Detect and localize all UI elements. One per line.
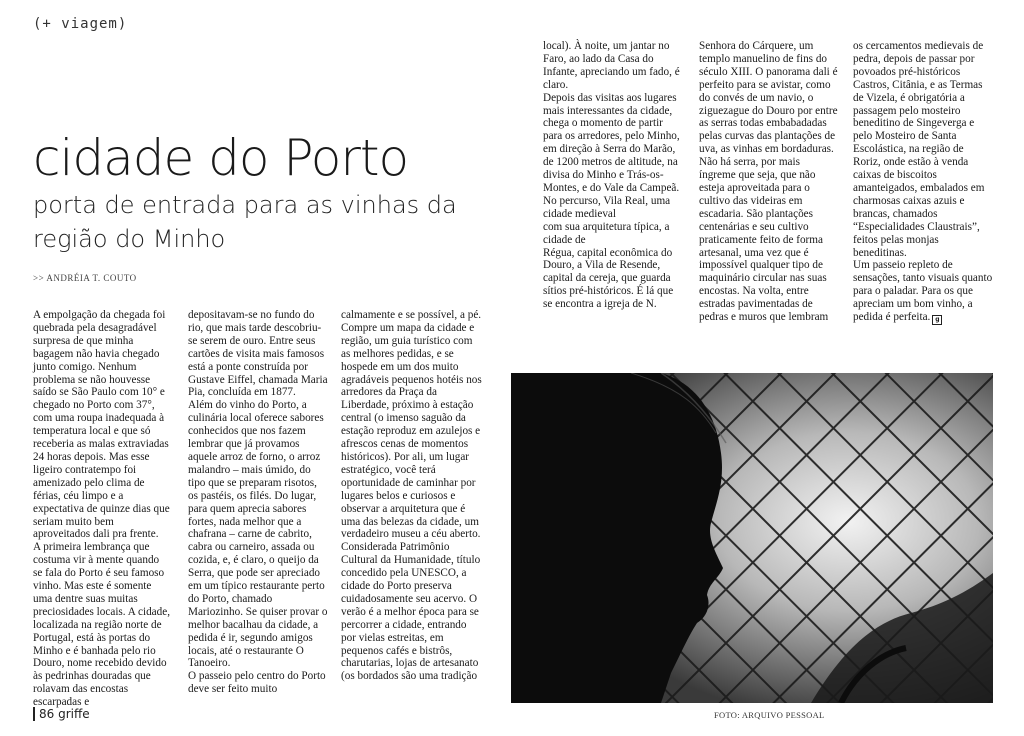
paragraph: depositavam-se no fundo do rio, que mais tarde descobriu-se serem de ouro. Entre seus cartões de visita mais famosos está a ponte construída por Gustave Eiffel, chamada Maria Pia, concluída em 1877. [188,309,328,399]
byline: >> ANDRÉIA T. COUTO [33,273,137,283]
paragraph: A primeira lembrança que costuma vir à mente quando se fala do Porto é seu famoso vinho. Mas este é somente uma dentre suas muitas preciosidades locais. A cidade, localizada na região norte de Portugal, está às portas do Minho e é banhada pelo rio Douro, nome recebido devido às pedrinhas douradas que rolavam das encostas escarpadas e [33,541,171,709]
paragraph: Depois das visitas aos lugares mais interessantes da cidade, chega o momento de partir para os arredores, pelo Minho, em direção à Serra do Marão, de 1200 metros de altitude, na divisa do Minho e Trás-os-Montes, e do Vale da Campeã. No percurso, Vila Real, uma cidade medieval [543,91,680,220]
article-column-6 [853,40,993,325]
photo [511,373,993,703]
page-folio: 86 griffe [33,707,90,721]
paragraph: os cercamentos medievais de pedra, depois de passar por povoados pré-históricos Castros, Citânia, e as Termas de Vizela, é obrigatória a passagem pelo mosteiro beneditino de Singeverga e pelo Mosteiro de Santa Escolástica, na região de Roriz, onde estão à venda caixas de biscoitos amanteigados, embalados em charmosas caixas azuis e brancas, chamados “Especialidades Claustrais”, feitos pelas monjas beneditinas. [853,40,985,259]
paragraph: com sua arquitetura típica, a cidade de [543,220,670,246]
article-column-4 [543,40,683,311]
paragraph: Além do vinho do Porto, a culinária local oferece sabores conhecidos que nos fazem lembrar que já provamos aquele arroz de forno, o arroz malandro – mais úmido, do tipo que se preparam risotos, os pastéis, os filés. Do lugar, para quem aprecia sabores fortes, nada melhor que a chafrana – carne de cabrito, cabra ou carneiro, assada ou cozida, e, é claro, o queijo da Serra, que pode ser apreciado em um típico restaurante perto do Porto, chamado Mariozinho. Se quiser provar o melhor bacalhau da cidade, a pedida é ir, segundo amigos locais, até o restaurante O Tanoeiro. [188,399,328,670]
article-column-1 [33,309,171,709]
paragraph: calmamente e se possível, a pé. Compre um mapa da cidade e região, um guia turístico com as melhores pedidas, e se hospede em um dos muito agradáveis pequenos hotéis nos arredores da Praça da Liberdade, próximo à estação central (o imenso saguão da estação reproduz em azulejos e afrescos cenas de momentos históricos). Por ali, um lugar estratégico, você terá oportunidade de caminhar por lugares belos e curiosos e observar a arquitetura que é uma das belezas da cidade, um verdadeiro museu a céu aberto. Considerada Patrimônio Cultural da Humanidade, título concedido pela UNESCO, a cidade do Porto preserva cuidadosamente seu acervo. O verão é a melhor época para se percorrer a cidade, entrando por vielas estreitas, em pequenos cafés e bistrôs, charutarias, lojas de artesanato (os bordados são uma tradição [341,309,482,683]
photo-fence-silhouette-icon [511,373,993,703]
paragraph: local). À noite, um jantar no Faro, ao lado da Casa do Infante, apreciando um fado, é claro. [543,40,680,91]
headline: cidade do Porto [33,129,409,187]
end-mark-icon: g [932,315,942,325]
subhead: porta de entrada para as vinhas da região do Minho [33,191,457,253]
paragraph: Régua, capital econômica do Douro, a Vila de Resende, capital da cereja, que guarda sítios pré-históricos. É lá que se encontra a igreja de N. [543,246,674,311]
article-column-5 [699,40,839,324]
paragraph: A empolgação da chegada foi quebrada pela desagradável surpresa de que minha bagagem não havia chegado junto comigo. Nenhum problema se não houvesse saído se São Paulo com 10° e chegado no Porto com 37°, com uma roupa inadequada à temperatura local e que só receberia as malas extraviadas 24 horas depois. Mas esse ligeiro contratempo foi amenizado pelo clima de férias, céu limpo e a expectativa de quinze dias que seriam muito bem aproveitados dali pra frente. [33,309,170,541]
section-tag: (+ viagem) [33,16,128,32]
paragraph [853,259,993,325]
paragraph: Senhora do Cárquere, um templo manuelino de fins do século XIII. O panorama dali é perfeito para se avistar, como do convés de um navio, o ziguezague do Douro por entre as serras todas embabadadas pelas curvas das plantações de uva, as vinhas em bordaduras. Não há serra, por mais íngreme que seja, que não esteja aproveitada para o cultivo das videiras em escadaria. São plantações centenárias e seu cultivo praticamente feito de forma artesanal, uma vez que é impossível qualquer tipo de maquinário circular nas suas encostas. Na volta, entre estradas pavimentadas de pedras e muros que lembram [699,40,838,324]
article-column-3 [341,309,483,683]
closing-sentence: Um passeio repleto de sensações, tanto visuais quanto para o paladar. Para os que apreciam um bom vinho, a pedida é perfeita. [853,259,993,324]
paragraph: O passeio pelo centro do Porto deve ser feito muito [188,670,326,696]
article-column-2 [188,309,328,696]
photo-credit: FOTO: ARQUIVO PESSOAL [714,710,825,720]
